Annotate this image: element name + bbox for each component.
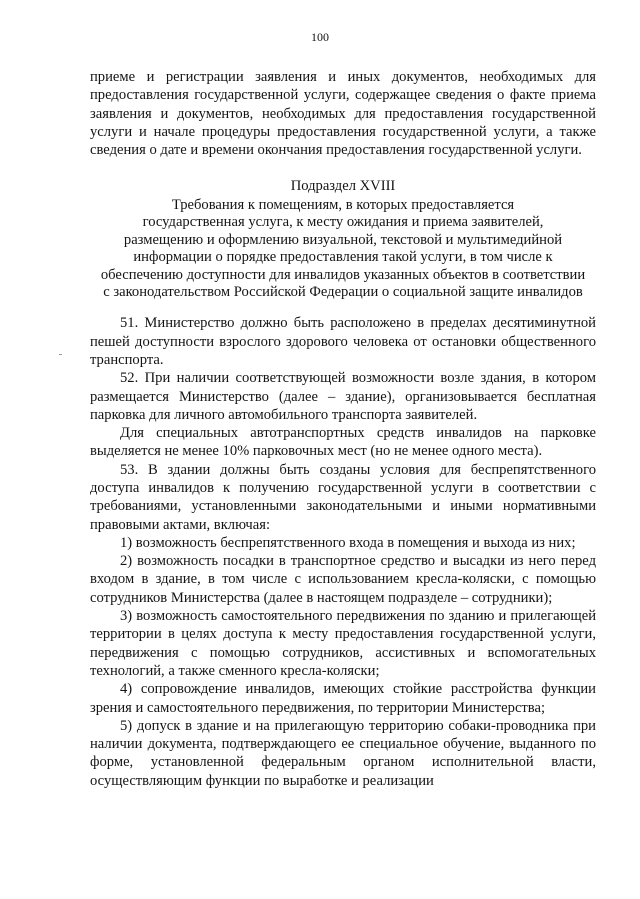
subsection-heading-line: обеспечению доступности для инвалидов указанных объектов в соответствии xyxy=(100,266,586,283)
subsection-heading-line: размещению и оформлению визуальной, текстовой и мультимедийной xyxy=(123,231,563,248)
scan-artifact xyxy=(59,354,62,355)
paragraph-parking: Для специальных автотранспортных средств инвалидов на парковке выделяется не менее 10% парковочных мест (но не менее одного места). xyxy=(90,425,596,460)
subsection-heading xyxy=(90,178,596,301)
page-number: 100 xyxy=(311,30,329,44)
intro-paragraph: приеме и регистрации заявления и иных документов, необходимых для предоставления государственной услуги, содержащее сведения о факте приема заявления и документов, необходимых для предоставления государственной услуги и начале процедуры предоставления государственной услуги, а также сведения о дате и времени окончания предоставления государственной услуги. xyxy=(90,69,596,159)
list-item-5: 5) допуск в здание и на прилегающую территорию собаки-проводника при наличии документа, подтверждающего ее специальное обучение, выданного по форме, установленной федеральным органом исполнительной власти, осуществляющим функции по выработке и реализации xyxy=(90,717,596,789)
paragraph-51: 51. Министерство должно быть расположено в пределах десятиминутной пешей доступности взрослого здорового человека от остановки общественного транспорта. xyxy=(90,315,596,368)
paragraph-53: 53. В здании должны быть созданы условия для беспрепятственного доступа инвалидов к получению государственной услуги в соответствии с требованиями, установленными законодательными и иными нормативными правовыми актами, включая: xyxy=(90,461,596,533)
subsection-heading-line: Требования к помещениям, в которых предоставляется xyxy=(171,196,515,213)
spacer xyxy=(90,301,596,314)
subsection-heading-line: государственная услуга, к месту ожидания и приема заявителей, xyxy=(142,214,544,231)
subsection-title: Подраздел XVIII xyxy=(290,178,396,195)
list-item-1: 1) возможность беспрепятственного входа в помещения и выхода из них; xyxy=(120,534,576,551)
list-item-2: 2) возможность посадки в транспортное средство и высадки из него перед входом в здание, в том числе с использованием кресла-коляски, с помощью сотрудников Министерства (далее в настоящем подразделе – сотрудники); xyxy=(90,553,596,606)
document-body xyxy=(90,68,596,790)
subsection-heading-line: с законодательством Российской Федерации о социальной защите инвалидов xyxy=(103,283,583,300)
paragraph-52: 52. При наличии соответствующей возможности возле здания, в котором размещается Министерство (далее – здание), организовывается бесплатная парковка для личного автомобильного транспорта заявителей. xyxy=(90,370,596,423)
list-item-4: 4) сопровождение инвалидов, имеющих стойкие расстройства функции зрения и самостоятельного передвижения, по территории Министерства; xyxy=(90,681,596,716)
list-item-3: 3) возможность самостоятельного передвижения по зданию и прилегающей территории в целях доступа к месту предоставления государственной услуги, передвижения с помощью сотрудников, ассистивных и вспомогательных технологий, а также сменного кресла-коляски; xyxy=(90,608,596,679)
subsection-heading-line: информации о порядке предоставления такой услуги, в том числе к xyxy=(133,249,553,266)
